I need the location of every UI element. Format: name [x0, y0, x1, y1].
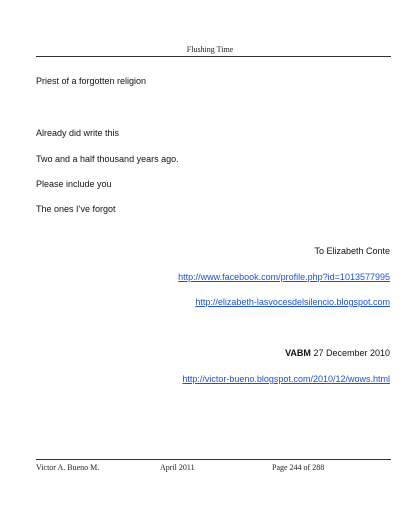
poem-line: Priest of a forgotten religion	[36, 76, 147, 86]
poem-line: The ones I’ve forgot	[36, 204, 116, 214]
footer-divider	[36, 459, 391, 460]
facebook-profile-link[interactable]: http://www.facebook.com/profile.php?id=1013577995	[178, 272, 390, 282]
signature-initials: VABM	[285, 348, 311, 358]
footer-date: April 2011	[160, 463, 195, 472]
footer-author: Victor A. Bueno M.	[36, 463, 100, 472]
post-link[interactable]: http://victor-bueno.blogspot.com/2010/12/wows.html	[182, 374, 390, 384]
signature-line	[285, 348, 390, 358]
header-title: Flushing Time	[186, 45, 234, 54]
signature-date: 27 December 2010	[310, 348, 390, 358]
poem-line: Already did write this	[36, 128, 120, 138]
poem-line: Please include you	[36, 179, 112, 189]
poem-line: Two and a half thousand years ago.	[36, 154, 179, 164]
blog-link[interactable]: http://elizabeth-lasvocesdelsilencio.blogspot.com	[195, 297, 390, 307]
dedication-text: To Elizabeth Conte	[314, 246, 390, 256]
header-divider	[36, 56, 391, 57]
footer-page-number: Page 244 of 288	[272, 463, 325, 472]
